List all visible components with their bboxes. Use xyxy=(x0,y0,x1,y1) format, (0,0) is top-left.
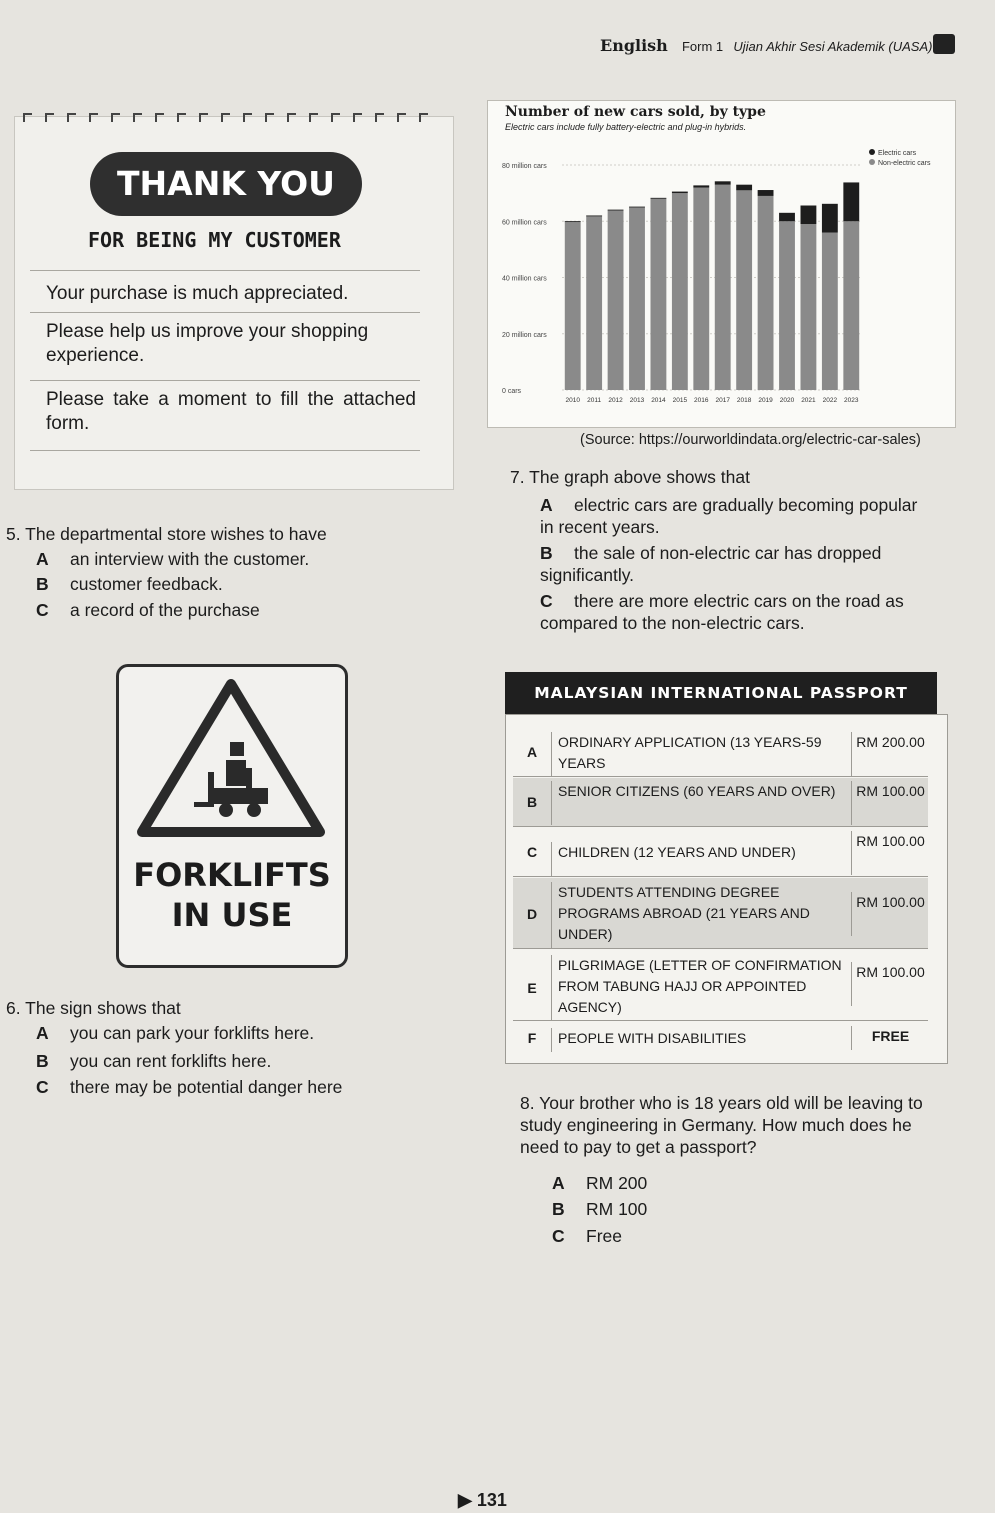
row-fee: RM 100.00 xyxy=(851,831,929,875)
q8-option-a[interactable] xyxy=(552,1172,647,1194)
bar-electric xyxy=(651,198,667,199)
page-number-text: 131 xyxy=(476,1490,507,1510)
table-row xyxy=(513,950,928,1021)
bar-non-electric xyxy=(586,216,602,390)
row-description: PILGRIMAGE (LETTER OF CONFIRMATION FROM TABUNG HAJJ OR APPOINTED AGENCY) xyxy=(551,955,858,1020)
exam-label: Ujian Akhir Sesi Akademik (UASA) xyxy=(733,39,933,54)
option-text: there are more electric cars on the road as compared to the non-electric cars. xyxy=(540,591,904,633)
chart-title: Number of new cars sold, by type xyxy=(505,104,766,120)
legend-label: Electric cars xyxy=(878,150,917,157)
q5-option-b[interactable] xyxy=(36,573,223,595)
x-tick-label: 2016 xyxy=(694,397,709,404)
bar-non-electric xyxy=(651,199,667,390)
row-letter: D xyxy=(526,906,538,922)
q6-option-b[interactable] xyxy=(36,1050,271,1072)
bar-non-electric xyxy=(822,233,838,391)
bar-electric xyxy=(715,181,731,184)
row-description: PEOPLE WITH DISABILITIES xyxy=(551,1028,858,1052)
row-description: ORDINARY APPLICATION (13 YEARS-59 YEARS xyxy=(551,732,858,776)
table-row xyxy=(513,878,928,949)
q5-option-c[interactable] xyxy=(36,599,260,621)
bar-non-electric xyxy=(672,193,688,390)
thank-you-subtitle: FOR BEING MY CUSTOMER xyxy=(88,228,341,252)
option-text: an interview with the customer. xyxy=(70,549,310,569)
question-5-stem: 5. The departmental store wishes to have xyxy=(6,524,327,544)
bar-non-electric xyxy=(843,221,859,390)
bar-chart xyxy=(492,140,950,424)
question-6-stem: 6. The sign shows that xyxy=(6,998,181,1018)
option-text: you can park your forklifts here. xyxy=(70,1023,315,1043)
row-fee: RM 100.00 xyxy=(851,781,929,825)
x-tick-label: 2017 xyxy=(715,397,730,404)
option-text: you can rent forklifts here. xyxy=(70,1051,272,1071)
bar-non-electric xyxy=(715,185,731,390)
bar-non-electric xyxy=(801,224,817,390)
option-letter: B xyxy=(540,543,553,563)
q6-option-c[interactable] xyxy=(36,1076,342,1098)
bar-electric xyxy=(586,215,602,216)
legend-swatch-non-electric xyxy=(869,159,875,165)
option-letter: C xyxy=(36,600,49,620)
thank-you-title: THANK YOU xyxy=(90,152,362,216)
chart-source: (Source: https://ourworldindata.org/electric-car-sales) xyxy=(580,432,921,448)
y-tick-label: 20 million cars xyxy=(502,331,547,339)
bar-non-electric xyxy=(565,221,581,390)
option-letter: A xyxy=(552,1173,565,1193)
y-tick-label: 40 million cars xyxy=(502,275,547,283)
option-letter: A xyxy=(36,1023,49,1043)
receipt-line-3: Please take a moment to fill the attached form. xyxy=(46,389,416,434)
row-fee: RM 100.00 xyxy=(851,962,929,1006)
row-description: SENIOR CITIZENS (60 YEARS AND OVER) xyxy=(551,781,858,825)
legend-label: Non-electric cars xyxy=(878,160,931,167)
page-number: ▶ 131 xyxy=(458,1490,507,1510)
x-tick-label: 2021 xyxy=(801,397,816,404)
y-tick-label: 80 million cars xyxy=(502,163,547,170)
x-tick-label: 2018 xyxy=(736,397,752,404)
bar-electric xyxy=(822,204,838,233)
forklift-icon xyxy=(194,742,268,817)
q8-option-b[interactable] xyxy=(552,1198,647,1220)
x-tick-label: 2011 xyxy=(587,397,602,404)
row-letter: A xyxy=(526,744,538,760)
option-letter: C xyxy=(552,1226,565,1246)
q7-option-b[interactable] xyxy=(540,542,934,586)
option-text: RM 100 xyxy=(586,1199,648,1219)
bar-electric xyxy=(565,221,581,222)
row-description: CHILDREN (12 YEARS AND UNDER) xyxy=(551,842,858,876)
receipt-line-2: Please help us improve your shopping experience. xyxy=(46,321,369,366)
bar-electric xyxy=(801,206,817,225)
passport-table-title: MALAYSIAN INTERNATIONAL PASSPORT xyxy=(505,672,937,714)
x-tick-label: 2023 xyxy=(844,397,859,404)
bar-electric xyxy=(779,213,795,221)
bar-electric xyxy=(608,210,624,211)
option-letter: B xyxy=(552,1199,565,1219)
sign-text-in-use: IN USE xyxy=(171,896,293,934)
option-letter: B xyxy=(36,1051,49,1071)
q7-option-a[interactable] xyxy=(540,494,934,538)
subject-label: English xyxy=(600,36,668,55)
option-letter: A xyxy=(36,549,49,569)
table-row xyxy=(513,778,928,827)
option-text: RM 200 xyxy=(586,1173,648,1193)
legend-swatch-electric xyxy=(869,149,875,155)
option-letter: A xyxy=(540,495,553,515)
y-tick-label: 60 million cars xyxy=(502,219,547,227)
x-tick-label: 2012 xyxy=(608,397,623,404)
divider xyxy=(30,270,420,271)
bar-electric xyxy=(629,207,645,208)
option-text: customer feedback. xyxy=(70,574,223,594)
table-row xyxy=(513,1024,928,1052)
row-fee: FREE xyxy=(851,1026,929,1050)
bar-non-electric xyxy=(779,221,795,390)
bar-electric xyxy=(758,190,774,196)
q5-option-a[interactable] xyxy=(36,548,309,570)
bar-non-electric xyxy=(693,188,709,391)
x-tick-label: 2019 xyxy=(758,397,773,404)
q7-option-c[interactable] xyxy=(540,590,934,634)
question-7-stem: 7. The graph above shows that xyxy=(510,467,750,487)
option-text: a record of the purchase xyxy=(70,600,260,620)
table-row xyxy=(513,828,928,877)
x-tick-label: 2020 xyxy=(779,397,795,404)
y-tick-label: 0 cars xyxy=(502,388,522,395)
bar-electric xyxy=(736,185,752,191)
divider xyxy=(30,450,420,451)
bar-non-electric xyxy=(608,210,624,390)
form-label: Form 1 xyxy=(681,39,724,54)
row-letter: C xyxy=(526,844,538,860)
bar-electric xyxy=(843,182,859,221)
option-text: Free xyxy=(586,1226,622,1246)
sign-text-forklifts: FORKLIFTS xyxy=(133,856,331,894)
bar-non-electric xyxy=(736,190,752,390)
bar-non-electric xyxy=(629,207,645,390)
x-tick-label: 2015 xyxy=(672,397,688,404)
divider xyxy=(30,312,420,313)
option-text: the sale of non-electric car has dropped significantly. xyxy=(540,543,882,585)
row-letter: B xyxy=(526,794,538,810)
q8-option-c[interactable] xyxy=(552,1225,622,1247)
warning-triangle-icon xyxy=(134,676,328,840)
receipt-line-1: Your purchase is much appreciated. xyxy=(46,283,349,304)
row-letter: F xyxy=(527,1030,537,1046)
book-icon xyxy=(933,34,955,54)
bar-electric xyxy=(693,185,709,187)
spiral-binding xyxy=(14,108,444,124)
row-letter: E xyxy=(527,980,537,996)
x-tick-label: 2014 xyxy=(651,397,666,404)
q6-option-a[interactable] xyxy=(36,1022,314,1044)
option-text: electric cars are gradually becoming popular in recent years. xyxy=(540,495,918,537)
table-row xyxy=(513,730,928,777)
option-letter: B xyxy=(36,574,49,594)
x-tick-label: 2010 xyxy=(565,397,580,404)
x-tick-label: 2022 xyxy=(822,397,838,404)
page-header xyxy=(600,36,932,55)
row-description: STUDENTS ATTENDING DEGREE PROGRAMS ABROAD (21 YEARS AND UNDER) xyxy=(551,882,858,948)
option-letter: C xyxy=(36,1077,49,1097)
divider xyxy=(30,380,420,381)
chart-subtitle: Electric cars include fully battery-electric and plug-in hybrids. xyxy=(505,122,747,132)
option-text: there may be potential danger here xyxy=(70,1077,343,1097)
x-tick-label: 2013 xyxy=(629,397,645,404)
option-letter: C xyxy=(540,591,553,611)
bar-non-electric xyxy=(758,196,774,390)
row-fee: RM 200.00 xyxy=(851,732,929,776)
question-8-stem: 8. Your brother who is 18 years old will be leaving to study engineering in Germany. How much does he need to pay to get a passport? xyxy=(520,1093,923,1157)
row-fee: RM 100.00 xyxy=(851,892,929,936)
bar-electric xyxy=(672,192,688,194)
